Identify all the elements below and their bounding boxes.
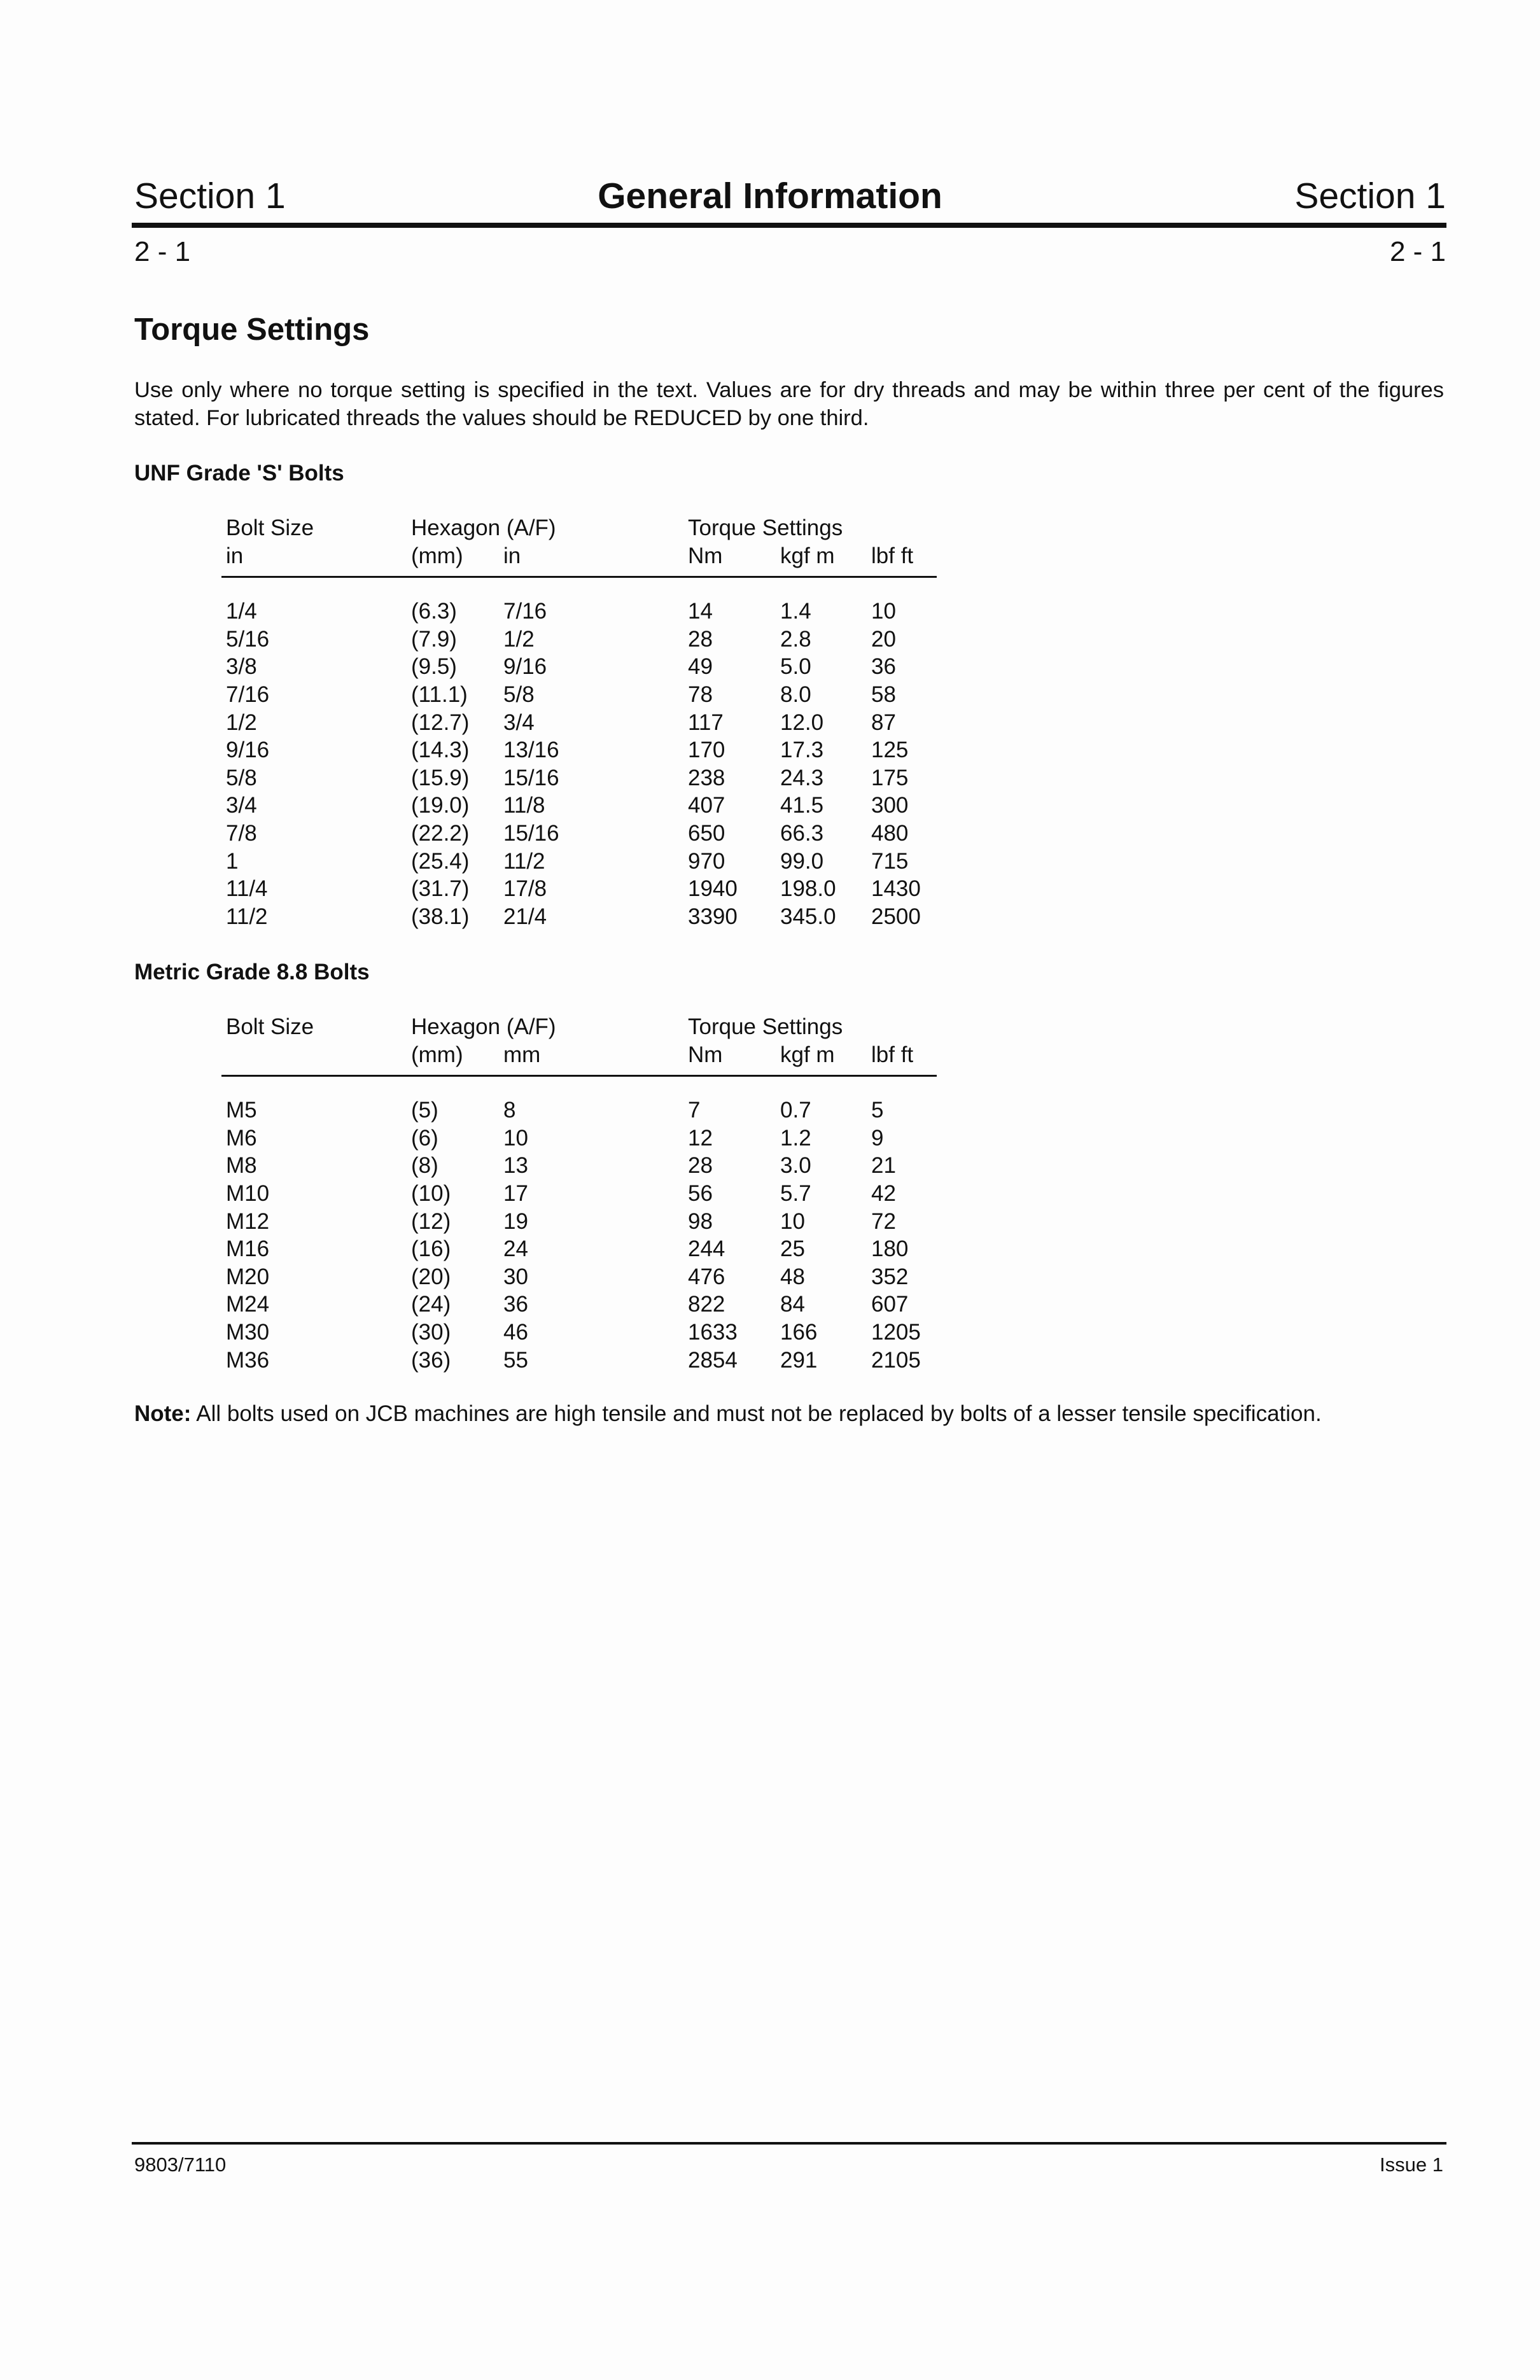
table-cell: M6 (226, 1125, 257, 1151)
table-cell: 407 (688, 793, 725, 818)
table-cell: 7/16 (226, 682, 270, 707)
table-cell: 238 (688, 765, 725, 790)
table-cell: (9.5) (411, 654, 457, 680)
table-cell: M36 (226, 1347, 270, 1373)
table-cell: 30 (503, 1264, 528, 1289)
table-cell: 11/4 (226, 876, 268, 902)
table-header-row (221, 1013, 937, 1041)
table-cell: 476 (688, 1264, 725, 1289)
header-title: General Information (598, 176, 942, 216)
table-header-row (221, 514, 937, 542)
metric-table (221, 1013, 937, 1374)
table-cell: 1/2 (226, 710, 257, 735)
table-cell: 3/4 (226, 793, 257, 818)
table-header-rule (221, 1075, 937, 1077)
table-cell: (6) (411, 1125, 438, 1151)
table-row (221, 653, 937, 681)
table-cell: (36) (411, 1347, 451, 1373)
table-cell: Hexagon (A/F) (411, 1014, 556, 1039)
table-cell: 72 (871, 1208, 896, 1234)
table-cell: M8 (226, 1153, 257, 1179)
table-cell: (12) (411, 1208, 451, 1234)
metric-heading: Metric Grade 8.8 Bolts (134, 960, 370, 984)
table-row (221, 681, 937, 709)
table-cell: 66.3 (780, 820, 824, 846)
table-cell: 180 (871, 1236, 909, 1262)
table-cell: kgf m (780, 1042, 835, 1067)
table-row (221, 848, 937, 876)
table-cell: 55 (503, 1347, 528, 1373)
header-rule (132, 223, 1446, 228)
table-cell: 12.0 (780, 710, 824, 735)
table-cell: 5/8 (503, 682, 535, 707)
table-cell: 244 (688, 1236, 725, 1262)
table-cell: 125 (871, 738, 909, 763)
table-cell: 166 (780, 1319, 818, 1345)
table-row (221, 1347, 937, 1375)
table-cell: 58 (871, 682, 896, 707)
table-cell: 1633 (688, 1319, 738, 1345)
table-cell: 15/16 (503, 820, 559, 846)
table-cell: 2500 (871, 904, 921, 929)
table-cell: 21 (871, 1153, 896, 1179)
table-cell: 7/8 (226, 820, 257, 846)
table-cell: 117 (688, 710, 724, 735)
table-cell: (10) (411, 1180, 451, 1206)
page-number-left: 2 - 1 (134, 236, 191, 267)
table-cell: 1.2 (780, 1125, 811, 1151)
table-cell: 49 (688, 654, 713, 680)
table-cell: 300 (871, 793, 909, 818)
table-cell: in (226, 543, 244, 568)
table-cell: 9/16 (503, 654, 547, 680)
table-cell: M24 (226, 1292, 270, 1317)
table-cell: Bolt Size (226, 515, 314, 540)
table-row (221, 1319, 937, 1347)
table-cell: 56 (688, 1180, 713, 1206)
table-cell: 28 (688, 626, 713, 652)
unf-heading: UNF Grade 'S' Bolts (134, 461, 344, 486)
table-cell: 24 (503, 1236, 528, 1262)
table-cell: 99.0 (780, 848, 824, 874)
table-cell: Hexagon (A/F) (411, 515, 556, 540)
header-section-right: Section 1 (1294, 176, 1446, 216)
table-cell: 10 (780, 1208, 805, 1234)
table-cell: (31.7) (411, 876, 470, 902)
table-cell: 1 (226, 848, 239, 874)
header-section-left: Section 1 (134, 176, 286, 216)
table-cell: 15/16 (503, 765, 559, 790)
table-cell: 36 (503, 1292, 528, 1317)
table-cell: 87 (871, 710, 896, 735)
footer-rule (132, 2142, 1446, 2145)
table-cell: (22.2) (411, 820, 470, 846)
table-cell: 2.8 (780, 626, 811, 652)
table-cell: 17.3 (780, 738, 824, 763)
table-cell: 25 (780, 1236, 805, 1262)
table-cell: (19.0) (411, 793, 470, 818)
table-row (221, 626, 937, 654)
table-header-row (221, 542, 937, 570)
table-cell: (15.9) (411, 765, 470, 790)
note-text: All bolts used on JCB machines are high tensile and must not be replaced by bolts of a lesser tensile specification. (191, 1401, 1322, 1426)
table-cell: (8) (411, 1153, 438, 1179)
table-cell: M20 (226, 1264, 270, 1289)
table-cell: 11/2 (503, 848, 545, 874)
table-cell: M12 (226, 1208, 270, 1234)
table-row (221, 1152, 937, 1180)
table-cell: (12.7) (411, 710, 470, 735)
table-cell: 822 (688, 1292, 725, 1317)
table-row (221, 736, 937, 764)
unf-table (221, 514, 937, 930)
note-label: Note: (134, 1401, 192, 1426)
table-cell: Torque Settings (688, 515, 843, 540)
table-cell: Bolt Size (226, 1014, 314, 1039)
table-row (221, 764, 937, 792)
table-row (221, 875, 937, 903)
table-cell: 14 (688, 599, 713, 624)
table-cell: (30) (411, 1319, 451, 1345)
table-cell: 84 (780, 1292, 805, 1317)
table-cell: 5/8 (226, 765, 257, 790)
table-cell: 5.7 (780, 1180, 811, 1206)
table-cell: 1.4 (780, 599, 811, 624)
table-cell: 607 (871, 1292, 909, 1317)
table-cell: 970 (688, 848, 725, 874)
table-cell: Nm (688, 543, 723, 568)
table-cell: (7.9) (411, 626, 457, 652)
table-cell: lbf ft (871, 1042, 914, 1067)
table-cell: 19 (503, 1208, 528, 1234)
table-cell: 13 (503, 1153, 528, 1179)
table-cell: 3390 (688, 904, 738, 929)
page-title: Torque Settings (134, 312, 370, 347)
table-cell: (38.1) (411, 904, 470, 929)
table-cell: 1/4 (226, 599, 257, 624)
table-cell: 46 (503, 1319, 528, 1345)
table-cell: 20 (871, 626, 896, 652)
table-cell: 9 (871, 1125, 884, 1151)
table-cell: (20) (411, 1264, 451, 1289)
table-cell: 98 (688, 1208, 713, 1234)
table-cell: 175 (871, 765, 909, 790)
table-cell: 48 (780, 1264, 805, 1289)
table-row (221, 1124, 937, 1152)
table-cell: 24.3 (780, 765, 824, 790)
table-cell: 11/2 (226, 904, 268, 929)
footer-document-number: 9803/7110 (134, 2153, 227, 2176)
table-row (221, 1263, 937, 1291)
table-cell: 170 (688, 738, 725, 763)
table-cell: 3/4 (503, 710, 535, 735)
table-cell: 8 (503, 1098, 516, 1123)
page-number-right: 2 - 1 (1389, 236, 1446, 267)
table-cell: Torque Settings (688, 1014, 843, 1039)
table-cell: 0.7 (780, 1098, 811, 1123)
table-cell: (25.4) (411, 848, 470, 874)
table-cell: M5 (226, 1098, 257, 1123)
table-cell: M30 (226, 1319, 270, 1345)
table-cell: (mm) (411, 543, 463, 568)
table-cell: 10 (503, 1125, 528, 1151)
table-cell: 78 (688, 682, 713, 707)
table-cell: 42 (871, 1180, 896, 1206)
table-cell: 7 (688, 1098, 701, 1123)
table-cell: 480 (871, 820, 909, 846)
intro-paragraph: Use only where no torque setting is specified in the text. Values are for dry threads and may be within three per cent of the figures stated. For lubricated threads the values should be REDUCED by one third. (134, 378, 1444, 430)
table-cell: (11.1) (411, 682, 468, 707)
table-cell: 3.0 (780, 1153, 811, 1179)
table-cell: lbf ft (871, 543, 914, 568)
table-cell: 1430 (871, 876, 921, 902)
table-cell: 2105 (871, 1347, 921, 1373)
table-cell: 345.0 (780, 904, 836, 929)
table-row (221, 1096, 937, 1124)
table-row (221, 820, 937, 848)
table-cell: 198.0 (780, 876, 836, 902)
table-cell: 291 (780, 1347, 818, 1373)
table-cell: 5 (871, 1098, 884, 1123)
table-row (221, 1235, 937, 1263)
table-header-row (221, 1041, 937, 1069)
table-cell: kgf m (780, 543, 835, 568)
table-cell: 5/16 (226, 626, 270, 652)
table-cell: 650 (688, 820, 725, 846)
table-cell: in (503, 543, 521, 568)
table-row (221, 1208, 937, 1236)
table-cell: 2854 (688, 1347, 738, 1373)
table-cell: Nm (688, 1042, 723, 1067)
table-row (221, 792, 937, 820)
table-cell: 10 (871, 599, 896, 624)
table-cell: 715 (871, 848, 909, 874)
note (134, 1400, 1322, 1428)
table-cell: 9/16 (226, 738, 270, 763)
table-cell: 1/2 (503, 626, 535, 652)
table-row (221, 598, 937, 626)
table-cell: 1940 (688, 876, 738, 902)
table-cell: 17/8 (503, 876, 547, 902)
table-cell: 17 (503, 1180, 528, 1206)
table-cell: 352 (871, 1264, 909, 1289)
table-cell: 7/16 (503, 599, 547, 624)
table-cell: 41.5 (780, 793, 824, 818)
table-header-rule (221, 576, 937, 578)
table-row (221, 1180, 937, 1208)
table-cell: 1205 (871, 1319, 921, 1345)
table-cell: (16) (411, 1236, 451, 1262)
table-cell: (14.3) (411, 738, 470, 763)
table-row (221, 903, 937, 931)
table-cell: 21/4 (503, 904, 547, 929)
table-cell: 5.0 (780, 654, 811, 680)
table-cell: (mm) (411, 1042, 463, 1067)
table-cell: (6.3) (411, 599, 457, 624)
footer-issue: Issue 1 (1380, 2153, 1443, 2176)
table-cell: mm (503, 1042, 541, 1067)
table-cell: 8.0 (780, 682, 811, 707)
table-cell: 3/8 (226, 654, 257, 680)
table-cell: (24) (411, 1292, 451, 1317)
table-cell: M10 (226, 1180, 270, 1206)
table-cell: 28 (688, 1153, 713, 1179)
table-row (221, 1291, 937, 1319)
table-cell: 36 (871, 654, 896, 680)
table-row (221, 709, 937, 737)
table-cell: (5) (411, 1098, 438, 1123)
table-cell: 13/16 (503, 738, 559, 763)
table-cell: 12 (688, 1125, 713, 1151)
table-cell: 11/8 (503, 793, 545, 818)
table-cell: M16 (226, 1236, 270, 1262)
